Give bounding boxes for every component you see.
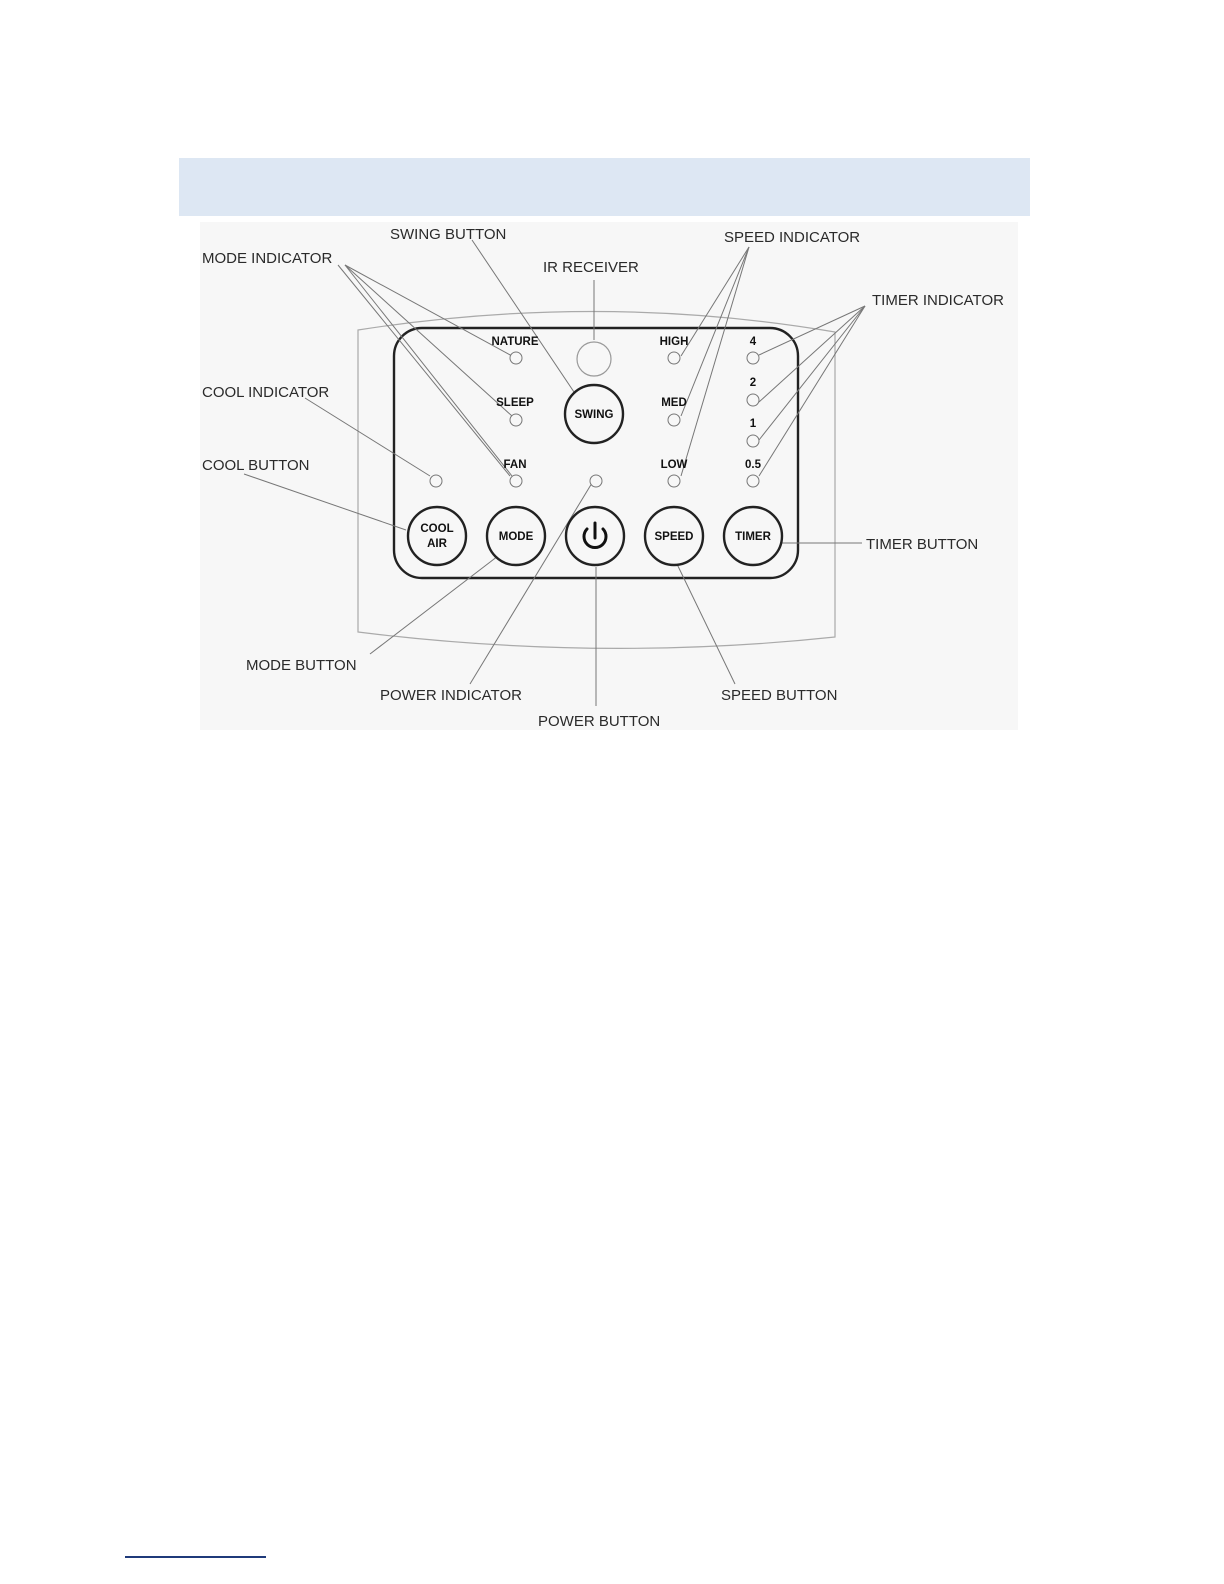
callout-ir-receiver: IR RECEIVER xyxy=(543,259,639,276)
speed-button[interactable] xyxy=(645,507,703,565)
label-fan: FAN xyxy=(503,459,527,471)
low-indicator xyxy=(668,475,680,487)
label-timer-05: 0.5 xyxy=(745,459,761,471)
callout-power-button: POWER BUTTON xyxy=(538,713,661,730)
timer-05-indicator xyxy=(747,475,759,487)
header-band xyxy=(179,158,1030,216)
swing-button-label: SWING xyxy=(574,409,614,421)
timer-4-indicator xyxy=(747,352,759,364)
callout-speed-button: SPEED BUTTON xyxy=(721,687,838,704)
callout-power-indicator: POWER INDICATOR xyxy=(380,687,522,704)
label-high: HIGH xyxy=(659,336,689,348)
callout-timer-indicator: TIMER INDICATOR xyxy=(872,292,1004,309)
footer-rule xyxy=(125,1556,266,1558)
med-indicator xyxy=(668,414,680,426)
callout-cool-indicator: COOL INDICATOR xyxy=(202,384,330,401)
callout-swing-button: SWING BUTTON xyxy=(390,226,507,243)
power-indicator xyxy=(590,475,602,487)
label-timer-2: 2 xyxy=(749,377,757,389)
timer-1-indicator xyxy=(747,435,759,447)
power-button[interactable] xyxy=(566,507,624,565)
leader-lines xyxy=(244,240,865,706)
nature-indicator xyxy=(510,352,522,364)
label-med: MED xyxy=(661,397,687,409)
mode-button[interactable] xyxy=(487,507,545,565)
label-sleep: SLEEP xyxy=(496,397,534,409)
sleep-indicator xyxy=(510,414,522,426)
speed-button-label: SPEED xyxy=(654,531,694,543)
cool-indicator xyxy=(430,475,442,487)
label-timer-1: 1 xyxy=(749,418,757,430)
callout-cool-button: COOL BUTTON xyxy=(202,457,310,474)
label-nature: NATURE xyxy=(491,336,539,348)
swing-button[interactable] xyxy=(565,385,623,443)
callout-speed-indicator: SPEED INDICATOR xyxy=(724,229,861,246)
callout-mode-indicator: MODE INDICATOR xyxy=(202,250,333,267)
cool-air-button-label-1: COOL xyxy=(420,523,454,535)
cool-air-button-label-2: AIR xyxy=(427,538,447,550)
callout-timer-button: TIMER BUTTON xyxy=(866,536,979,553)
mode-button-label: MODE xyxy=(498,531,534,543)
timer-2-indicator xyxy=(747,394,759,406)
high-indicator xyxy=(668,352,680,364)
callout-mode-button: MODE BUTTON xyxy=(246,657,357,674)
cool-air-button[interactable] xyxy=(408,507,466,565)
timer-button-label: TIMER xyxy=(735,531,771,543)
fan-indicator xyxy=(510,475,522,487)
label-low: LOW xyxy=(660,459,688,471)
timer-button[interactable] xyxy=(724,507,782,565)
control-panel-diagram xyxy=(200,222,1018,730)
label-timer-4: 4 xyxy=(749,336,757,348)
ir-receiver xyxy=(577,342,611,376)
